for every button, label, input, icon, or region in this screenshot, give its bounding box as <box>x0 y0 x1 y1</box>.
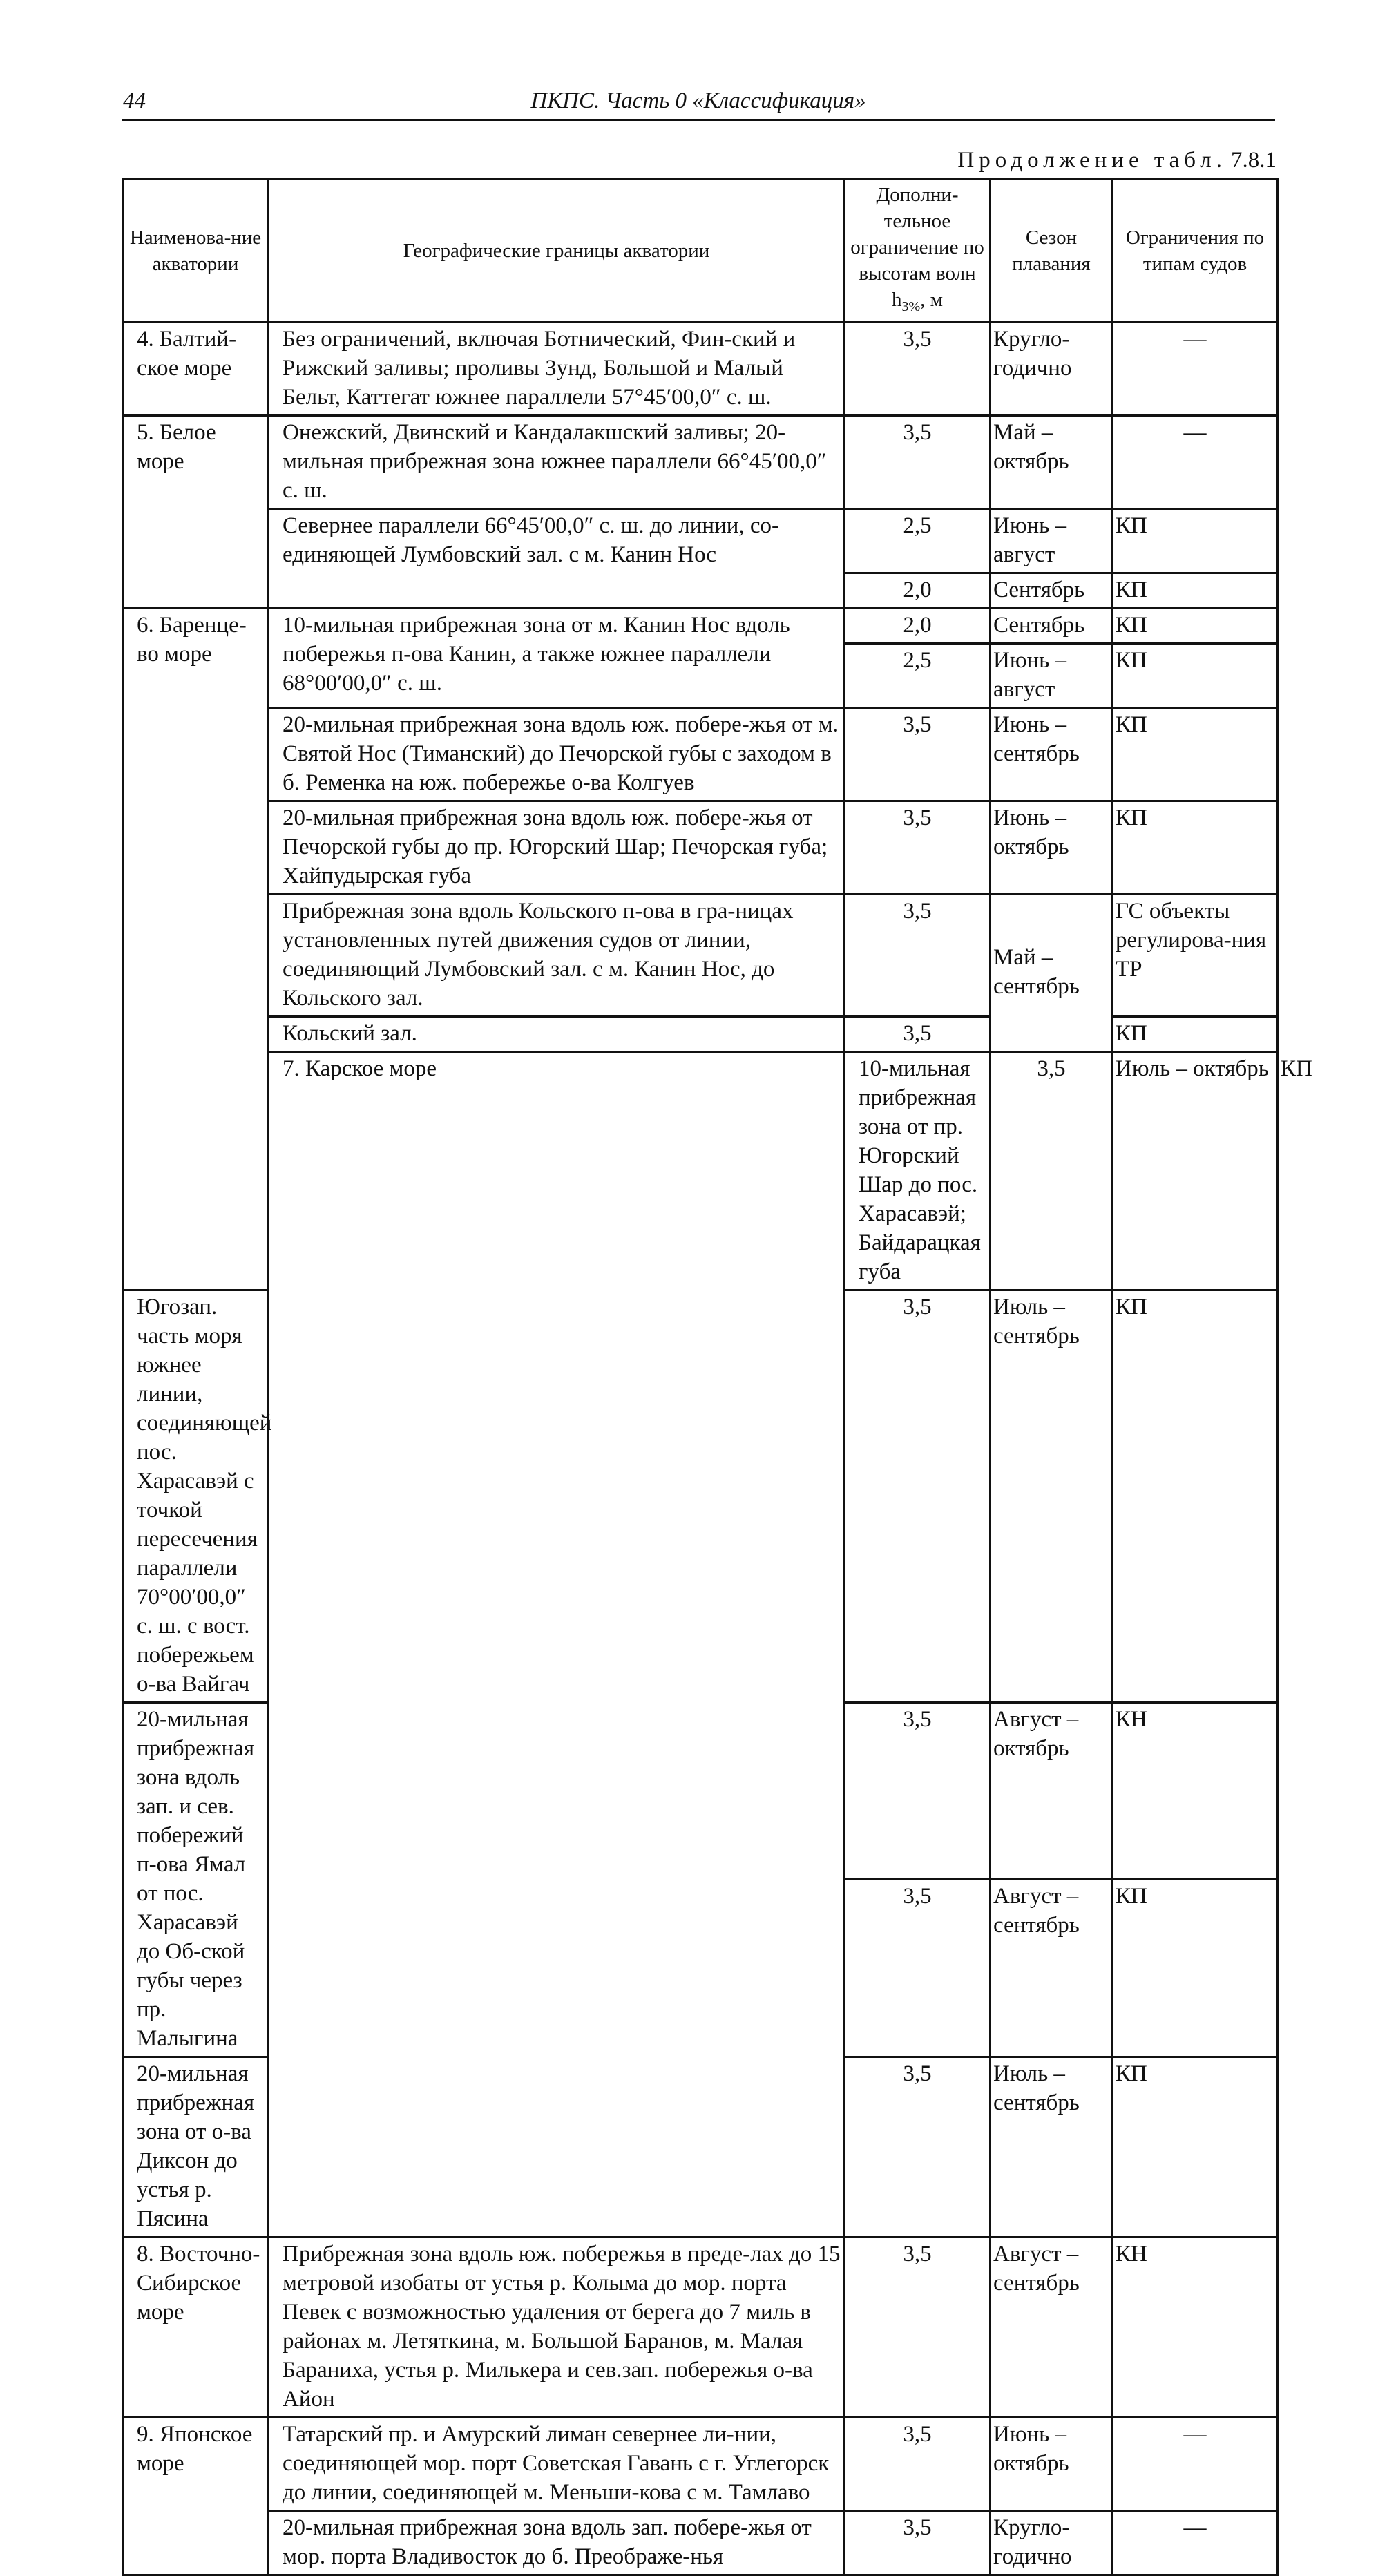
table-row: 7. Карское море 10-мильная прибрежная зона от пр. Югорский Шар до пос. Харасавэй; Байдарацкая губа 3,5 Июль – октябрь КП <box>123 1051 1278 1290</box>
wave-height: 3,5 <box>845 801 991 894</box>
table-row <box>123 322 1278 415</box>
table-row <box>123 2510 1278 2575</box>
area-bounds: Прибрежная зона вдоль юж. побережья в преде-лах до 15 метровой изобаты от устья р. Колыма до мор. порта Певек с возможностью удаления от берега до 7 миль в районах м. Летяткина, м. Большой Баранов, м. Малая Бараниха, устья р. Милькера и сев.зап. побережья о-ва Айон <box>269 2237 845 2417</box>
table-row <box>123 2417 1278 2510</box>
season: Сентябрь <box>991 608 1113 643</box>
table-header-row <box>123 180 1278 323</box>
wave-height: 2,5 <box>845 508 991 573</box>
continuation-label: Продолжение табл. <box>957 148 1227 173</box>
table-row <box>123 801 1278 894</box>
wave-height: 3,5 <box>845 2510 991 2575</box>
season: Кругло-годично <box>991 2510 1113 2575</box>
header-season: Сезон плавания <box>991 180 1113 323</box>
area-bounds: Кольский зал. <box>269 1016 845 1051</box>
wave-height: 3,5 <box>845 2417 991 2510</box>
wave-height: 3,5 <box>845 2237 991 2417</box>
area-bounds: 20-мильная прибрежная зона вдоль зап. побере-жья от мор. порта Владивосток до б. Преображе-нья <box>269 2510 845 2575</box>
table-row <box>123 508 1278 573</box>
water-area-table <box>122 178 1312 2576</box>
area-bounds: 20-мильная прибрежная зона от о-ва Диксон до устья р. Пясина <box>123 2057 269 2237</box>
area-bounds: Татарский пр. и Амурский лиман севернее ли-нии, соединяющей мор. порт Советская Гавань с г. Углегорск до линии, соединяющей м. Меньши-кова с м. Тамлаво <box>269 2417 845 2510</box>
wave-height: 3,5 <box>845 415 991 508</box>
season: Июнь – октябрь <box>991 801 1113 894</box>
wave-height: 2,0 <box>845 608 991 643</box>
sea-name: 6. Баренце-во море <box>123 608 269 1290</box>
running-title: ПКПС. Часть 0 «Классификация» <box>530 88 866 113</box>
table-row <box>123 894 1278 1016</box>
area-bounds: 20-мильная прибрежная зона вдоль юж. побере-жья от м. Святой Нос (Тиманский) до Печорской губы с заходом в б. Ременка на юж. побережье о-ва Колгуев <box>269 707 845 801</box>
season: Кругло-годично <box>991 322 1113 415</box>
season: Июнь – сентябрь <box>991 707 1113 801</box>
vessel-limit: КН <box>1113 1702 1278 1880</box>
header-height: Дополни-тельное ограничение по высотам волн $h_{3\%}$, м <box>845 180 991 323</box>
area-bounds: 20-мильная прибрежная зона вдоль зап. и сев. побережий п-ова Ямал от пос. Харасавэй до Об-ской губы через пр. Малыгина <box>123 1702 269 2057</box>
wave-height: 3,5 <box>845 322 991 415</box>
vessel-limit: КП <box>1113 608 1278 643</box>
area-bounds: 20-мильная прибрежная зона вдоль юж. побере-жья от Печорской губы до пр. Югорский Шар; Печорская губа; Хайпудырская губа <box>269 801 845 894</box>
wave-height: 3,5 <box>845 1880 991 2057</box>
sea-name: 4. Балтий-ское море <box>123 322 269 415</box>
vessel-limit: КН <box>1113 2237 1278 2417</box>
season: Июнь – август <box>991 508 1113 573</box>
table-row <box>123 415 1278 508</box>
season: Май – октябрь <box>991 415 1113 508</box>
table-row <box>123 707 1278 801</box>
area-bounds: Прибрежная зона вдоль Кольского п-ова в гра-ницах установленных путей движения судов от линии, соединяющий Лумбовский зал. с м. Канин Нос, до Кольского зал. <box>269 894 845 1016</box>
vessel-limit: — <box>1113 2417 1278 2510</box>
season: Июнь – август <box>991 643 1113 707</box>
season: Июль – сентябрь <box>991 2057 1113 2237</box>
area-bounds: Без ограничений, включая Ботнический, Фин-ский и Рижский заливы; проливы Зунд, Большой и Малый Бельт, Каттегат южнее параллели 57°45′00,0″ с. ш. <box>269 322 845 415</box>
vessel-limit: КП <box>1113 643 1278 707</box>
area-bounds: Севернее параллели 66°45′00,0″ с. ш. до линии, со-единяющей Лумбовский зал. с м. Канин Нос <box>269 508 845 608</box>
season: Май – сентябрь <box>991 894 1113 1051</box>
vessel-limit: КП <box>1113 1880 1278 2057</box>
vessel-limit: КП <box>1113 508 1278 573</box>
vessel-limit: КП <box>1113 707 1278 801</box>
sea-name: 9. Японское море <box>123 2417 269 2575</box>
wave-height: 3,5 <box>845 1016 991 1051</box>
sea-name: 5. Белое море <box>123 415 269 608</box>
table-row <box>123 608 1278 643</box>
wave-height: 3,5 <box>845 2057 991 2237</box>
vessel-limit: ГС объекты регулирова-ния ТР <box>1113 894 1278 1016</box>
season: Август – сентябрь <box>991 2237 1113 2417</box>
wave-height: 3,5 <box>991 1051 1113 1290</box>
header-limit: Ограничения по типам судов <box>1113 180 1278 323</box>
page-number: 44 <box>123 88 146 113</box>
header-name: Наименова-ние акватории <box>123 180 269 323</box>
table-number: 7.8.1 <box>1231 148 1276 173</box>
vessel-limit: КП <box>1113 1016 1278 1051</box>
area-bounds: 10-мильная прибрежная зона от м. Канин Нос вдоль побережья п-ова Канин, а также южнее параллели 68°00′00,0″ с. ш. <box>269 608 845 707</box>
sea-name: 8. Восточно-Сибирское море <box>123 2237 269 2417</box>
wave-height: 3,5 <box>845 707 991 801</box>
season: Август – сентябрь <box>991 1880 1113 2057</box>
vessel-limit: — <box>1113 322 1278 415</box>
table-continuation-caption <box>957 148 1276 173</box>
season: Сентябрь <box>991 573 1113 608</box>
page-header <box>122 88 1275 121</box>
area-bounds: 10-мильная прибрежная зона от пр. Югорский Шар до пос. Харасавэй; Байдарацкая губа <box>845 1051 991 1290</box>
wave-height: 3,5 <box>845 894 991 1016</box>
vessel-limit: КП <box>1113 801 1278 894</box>
vessel-limit: — <box>1113 415 1278 508</box>
wave-height: 3,5 <box>845 1702 991 1880</box>
season: Июнь – октябрь <box>991 2417 1113 2510</box>
season: Июль – сентябрь <box>991 1290 1113 1702</box>
season: Август – октябрь <box>991 1702 1113 1880</box>
sea-name: 7. Карское море <box>269 1051 845 2237</box>
wave-height: 2,5 <box>845 643 991 707</box>
season: Июль – октябрь <box>1113 1051 1278 1290</box>
header-bounds: Географические границы акватории <box>269 180 845 323</box>
area-bounds: Онежский, Двинский и Кандалакшский заливы; 20-мильная прибрежная зона южнее параллели 66°45′00,0″ с. ш. <box>269 415 845 508</box>
vessel-limit: КП <box>1113 573 1278 608</box>
vessel-limit: — <box>1113 2510 1278 2575</box>
wave-height: 2,0 <box>845 573 991 608</box>
vessel-limit: КП <box>1113 2057 1278 2237</box>
wave-height: 3,5 <box>845 1290 991 1702</box>
vessel-limit: КП <box>1113 1290 1278 1702</box>
table-row <box>123 2237 1278 2417</box>
area-bounds: Югозап. часть моря южнее линии, соединяющей пос. Харасавэй с точкой пересечения параллели 70°00′00,0″ с. ш. с вост. побережьем о-ва Вайгач <box>123 1290 269 1702</box>
